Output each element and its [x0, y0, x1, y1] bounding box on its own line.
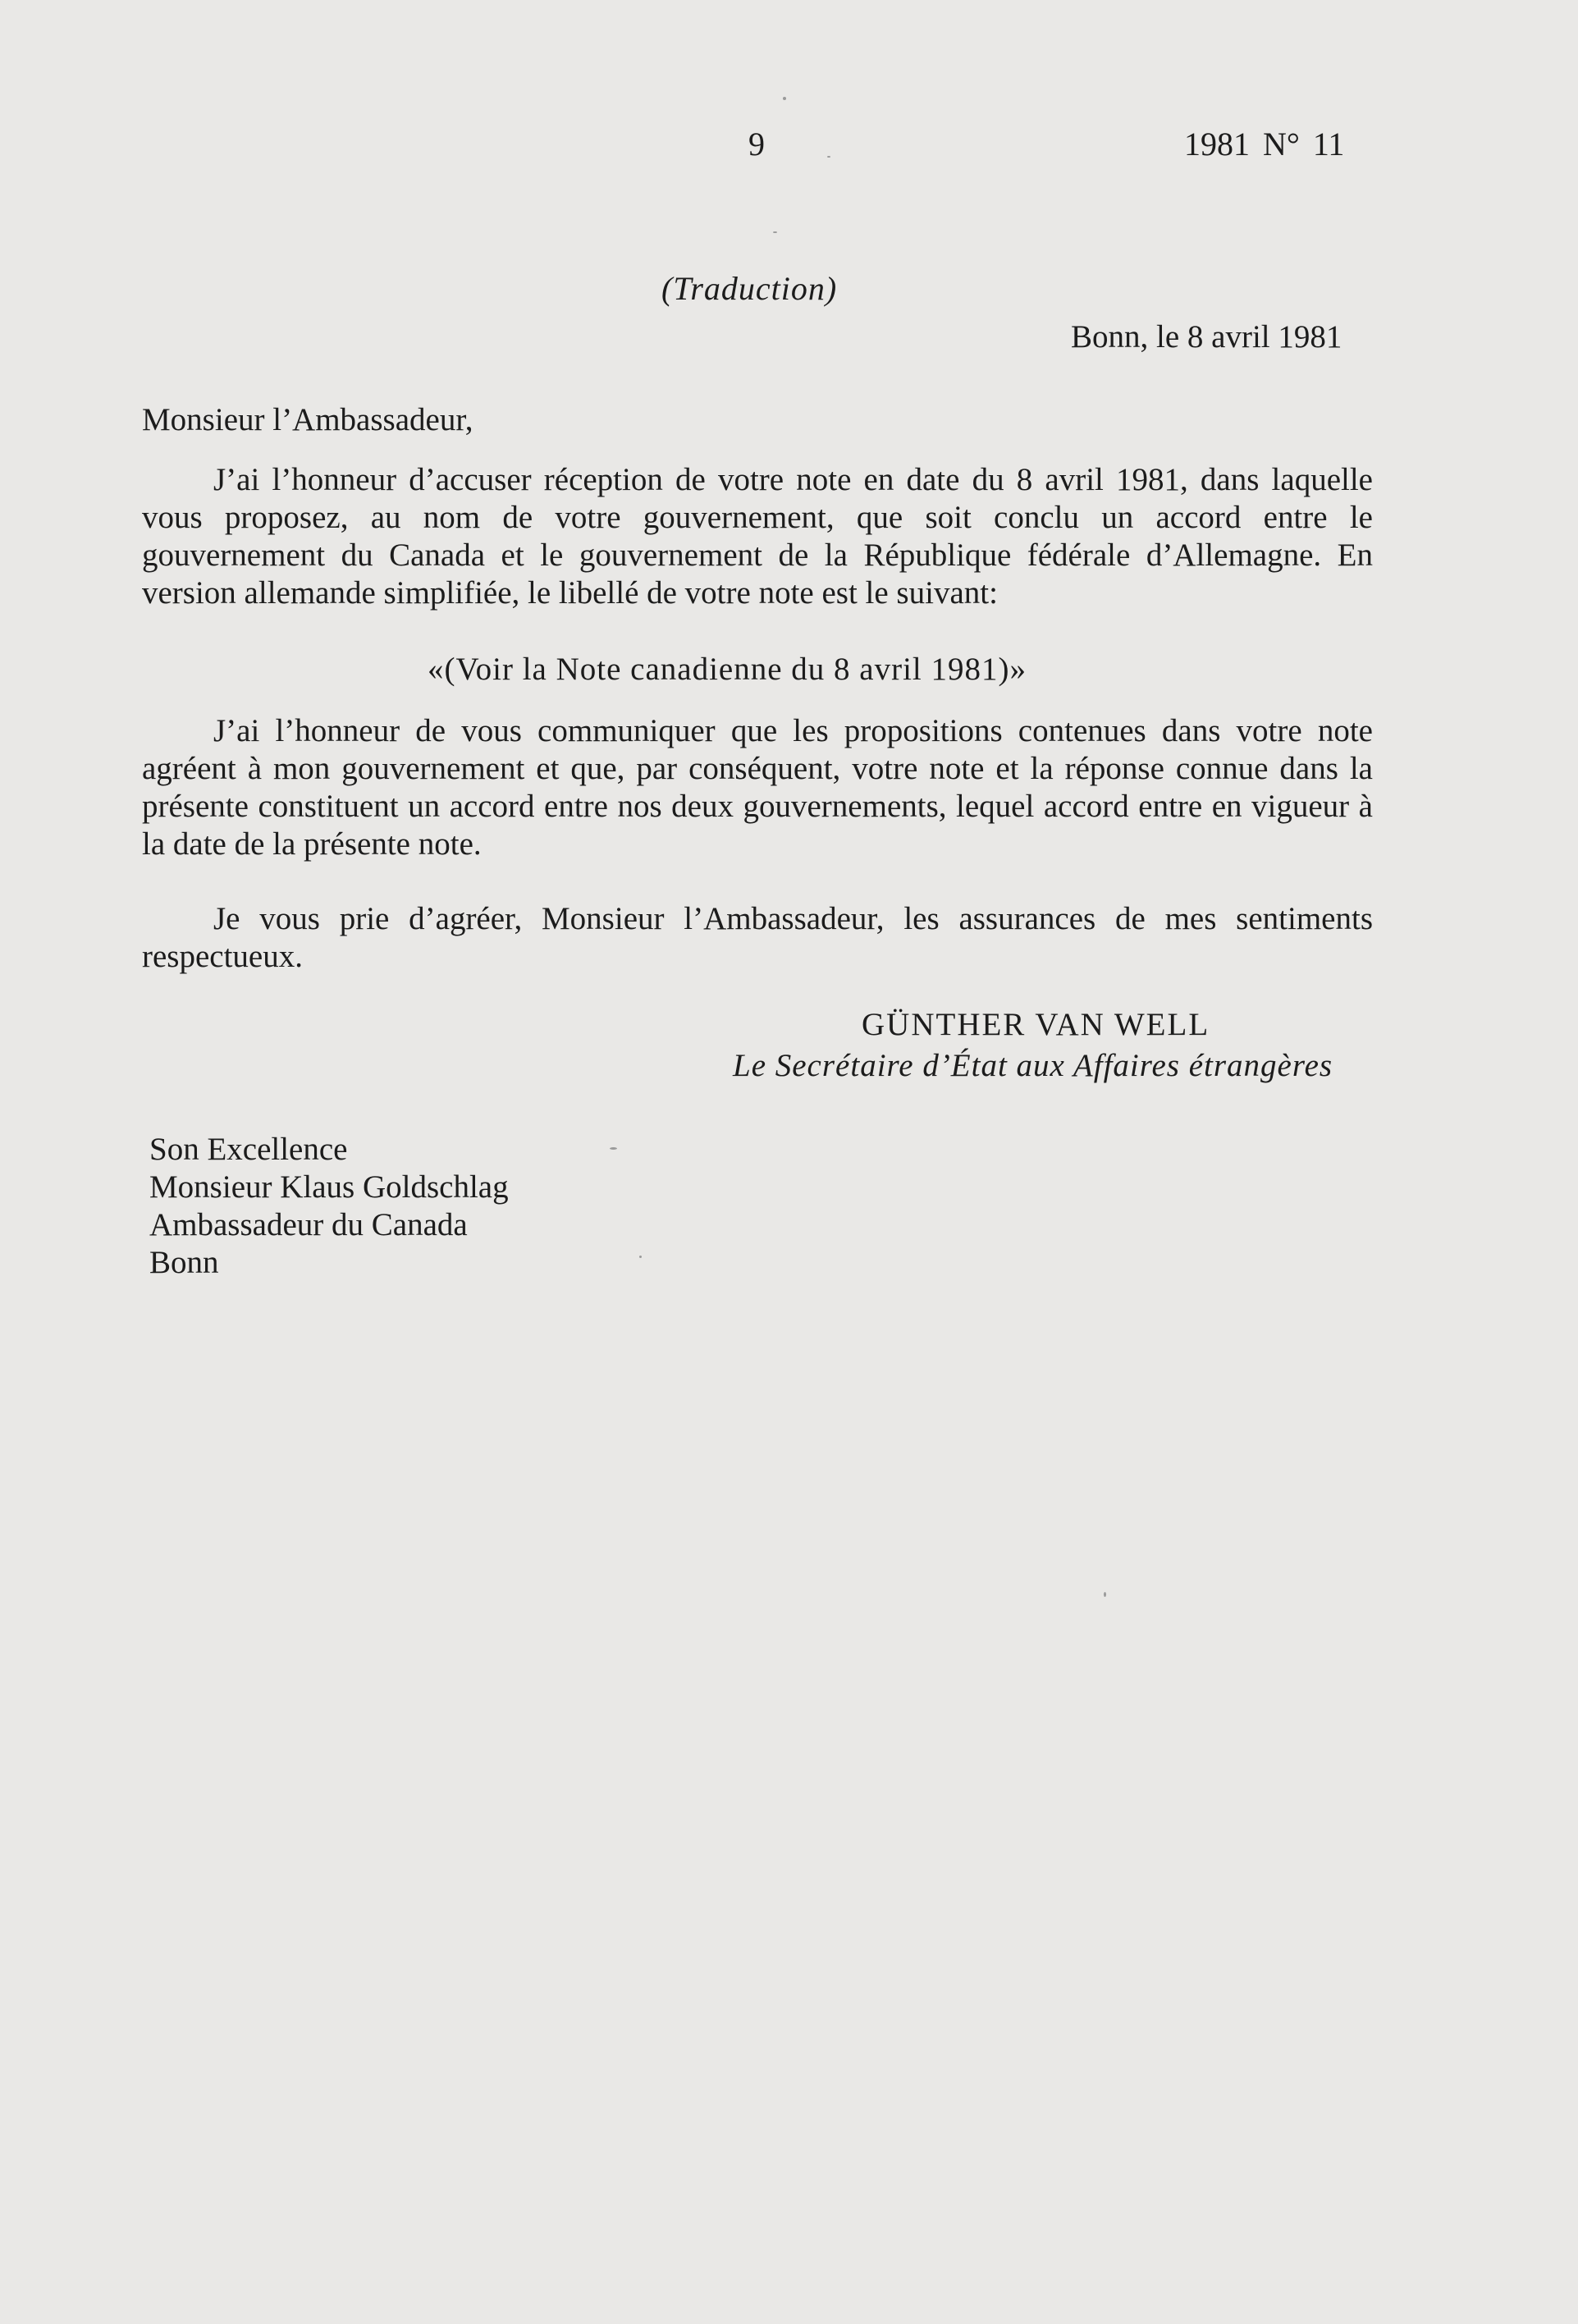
document-reference: 1981 N° 11 — [1184, 126, 1345, 162]
translation-label: (Traduction) — [661, 270, 838, 307]
signature-name: GÜNTHER VAN WELL — [862, 1007, 1210, 1042]
paper-speck — [783, 97, 786, 100]
page-number: 9 — [748, 126, 765, 162]
addressee-line: Monsieur Klaus Goldschlag — [149, 1169, 509, 1205]
paper-speck — [773, 231, 777, 233]
addressee-line: Bonn — [149, 1245, 219, 1280]
addressee-line: Ambassadeur du Canada — [149, 1207, 468, 1242]
paper-speck — [827, 156, 830, 158]
quoted-reference: «(Voir la Note canadienne du 8 avril 1981)» — [428, 652, 1027, 687]
salutation: Monsieur l’Ambassadeur, — [142, 402, 473, 437]
body-paragraph-2: J’ai l’honneur de vous communiquer que les propositions contenues dans votre note agréent à mon gouvernement et que, par conséquent, votre note et la réponse connue dans la présente constituent un accord entre nos deux gouvernements, lequel accord entre en vigueur à la date de la présente note. — [142, 713, 1373, 862]
place-date: Bonn, le 8 avril 1981 — [1071, 319, 1342, 355]
paper-speck — [1104, 1592, 1106, 1597]
signature-title: Le Secrétaire d’État aux Affaires étrangères — [733, 1048, 1333, 1083]
paper-speck — [639, 1256, 642, 1258]
addressee-line: Son Excellence — [149, 1132, 348, 1167]
body-paragraph-3: Je vous prie d’agréer, Monsieur l’Ambassadeur, les assurances de mes sentiments respectueux. — [142, 901, 1373, 974]
addressee-block — [149, 1131, 509, 1282]
body-paragraph-1: J’ai l’honneur d’accuser réception de votre note en date du 8 avril 1981, dans laquelle vous proposez, au nom de votre gouvernement, que soit conclu un accord entre le gouvernement du Canada et le gouvernement de la République fédérale d’Allemagne. En version allemande simplifiée, le libellé de votre note est le suivant: — [142, 462, 1373, 611]
paper-speck — [610, 1147, 617, 1150]
